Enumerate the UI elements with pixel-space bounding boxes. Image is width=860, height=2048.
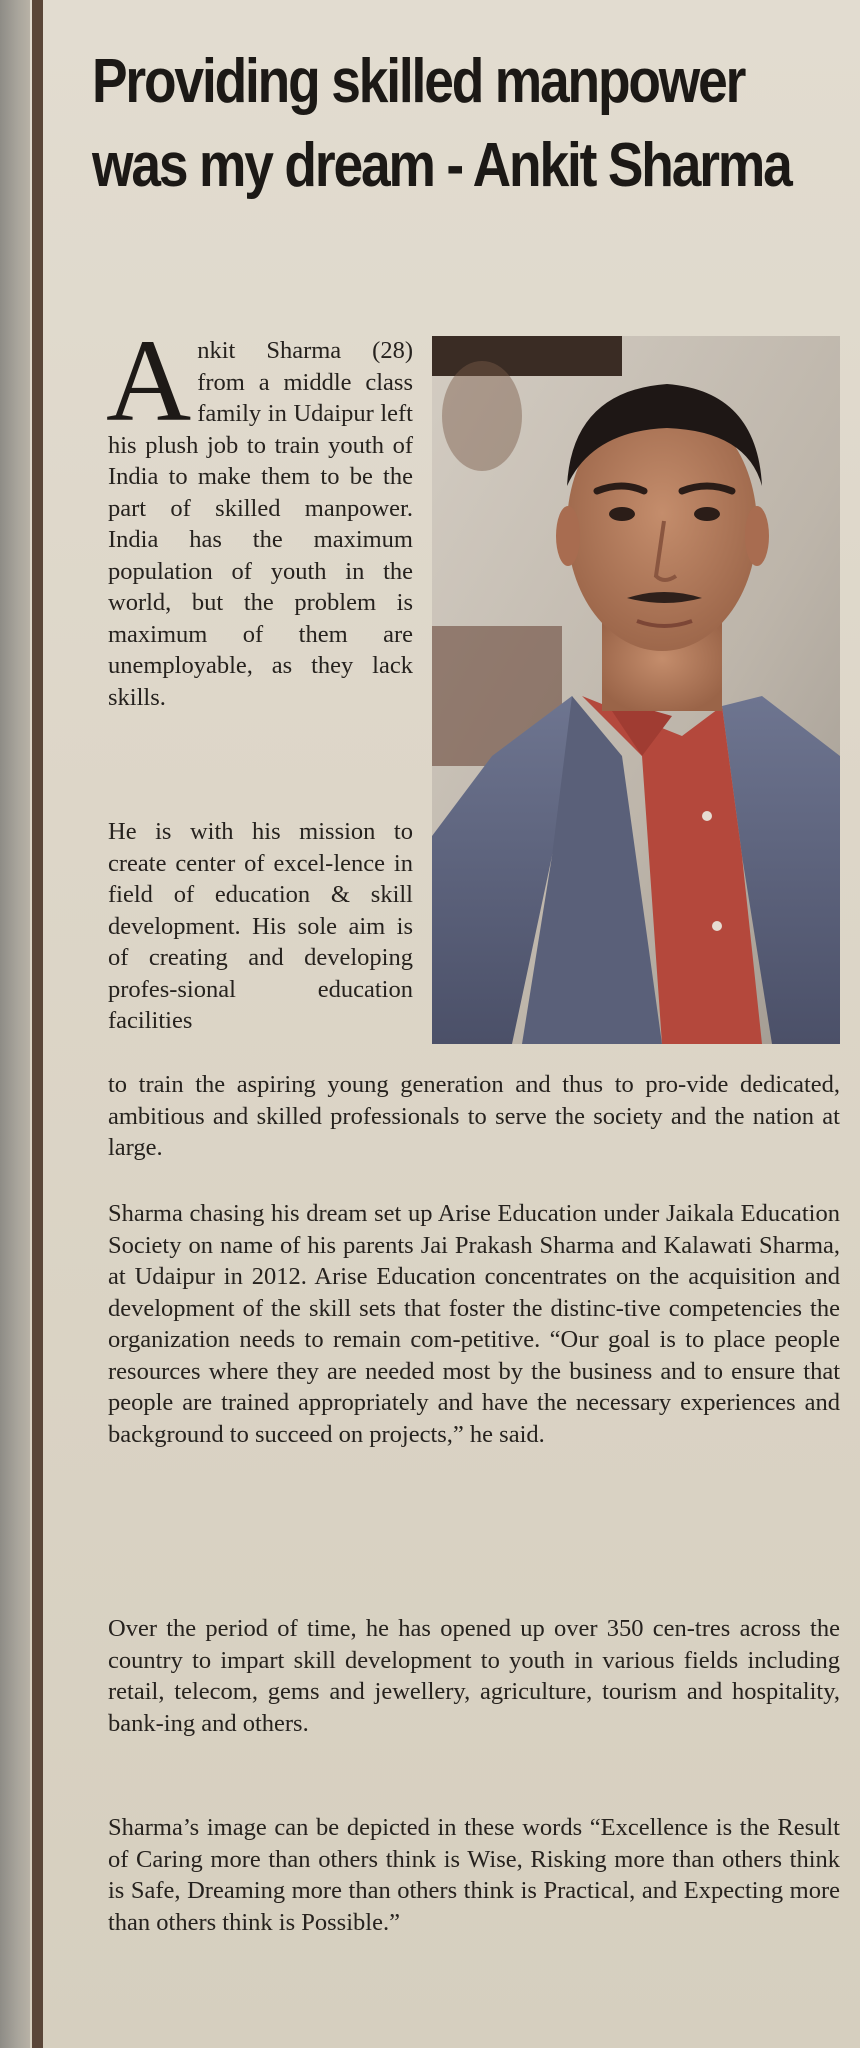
paragraph-1 (106, 315, 413, 713)
portrait-illustration (432, 336, 840, 1044)
paragraph-1-text: nkit Sharma (28) from a middle class family in Udaipur left his plush job to train youth of India to make them to be the part of skilled manpower. India has the maximum population of youth in the world, but the problem is maximum of them are unemployable, as they lack skills. (108, 337, 413, 711)
headline-line-1: Providing skilled manpower (92, 47, 745, 116)
portrait-photo (432, 336, 840, 1044)
drop-cap: A (106, 315, 192, 446)
paragraph-2-part-1: He is with his mission to create center of excel-lence in field of education & skill development. His sole aim is of creating and developing profes-sional education facilities (108, 818, 413, 1034)
paragraph-2-part-2: to train the aspiring young generation and thus to pro-vide dedicated, ambitious and skilled professionals to serve the society and the nation at large. (108, 1071, 840, 1161)
headline (92, 40, 791, 208)
paragraph-3: Sharma chasing his dream set up Arise Education under Jaikala Education Society on name of his parents Jai Prakash Sharma and Kalawati Sharma, at Udaipur in 2012. Arise Education concentrates on the acquisition and development of the skill sets that foster the distinc-tive competencies the organization needs to remain com-petitive. “Our goal is to place people resources where they are needed most by the business and to ensure that people are trained appropriately and have the necessary experiences and background to succeed on projects,” he said. (108, 1200, 840, 1448)
headline-line-2: was my dream - Ankit Sharma (92, 131, 791, 200)
page-edge (0, 0, 30, 2048)
vertical-rule (32, 0, 43, 2048)
paragraph-5: Sharma’s image can be depicted in these words “Excellence is the Result of Caring more than others think is Wise, Risking more than others think is Safe, Dreaming more than others think is Practical, and Expecting more than others think is Possible.” (108, 1814, 840, 1936)
paragraph-4: Over the period of time, he has opened up over 350 cen-tres across the country to impart skill development to youth in various fields including retail, telecom, gems and jewellery, agriculture, tourism and hospitality, bank-ing and others. (108, 1615, 840, 1737)
